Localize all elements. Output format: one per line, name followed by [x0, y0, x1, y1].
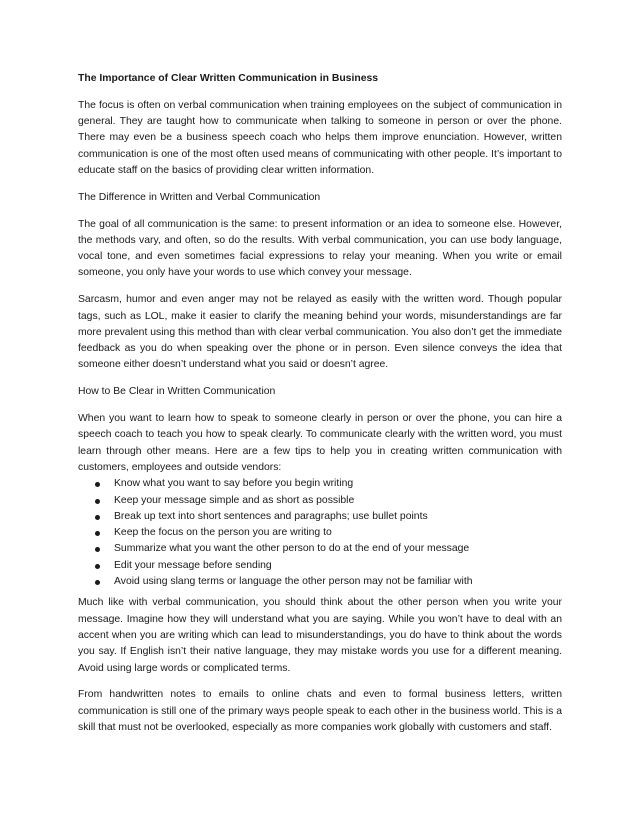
tips-list	[78, 476, 562, 590]
section-heading-how-to: How to Be Clear in Written Communication	[78, 386, 276, 398]
list-item	[78, 574, 562, 590]
section-heading-difference: The Difference in Written and Verbal Communication	[78, 191, 321, 203]
list-item	[78, 525, 562, 541]
bullet-icon	[95, 499, 100, 504]
bullet-icon	[95, 547, 100, 552]
intro-paragraph: The focus is often on verbal communication when training employees on the subject of communication in general. They are taught how to communicate when talking to someone in person or over the phone. There may even be a business speech coach who helps them improve enunciation. However, written communication is one of the most often used means of communicating with other people. It’s important to educate staff on the basics of providing clear written information.	[78, 99, 562, 176]
document-title: The Importance of Clear Written Communication in Business	[78, 73, 379, 84]
bullet-icon	[95, 515, 100, 520]
paragraph-speech-coach: When you want to learn how to speak to someone clearly in person or over the phone, you can hire a speech coach to teach you how to speak clearly. To communicate clearly with the written word, you must learn through other means. Here are a few tips to help you in creating written communication with customers, employees and outside vendors:	[78, 413, 562, 473]
tip-text: Summarize what you want the other person to do at the end of your message	[114, 543, 470, 555]
list-item	[78, 558, 562, 574]
list-item	[78, 541, 562, 557]
closing-paragraph: From handwritten notes to emails to online chats and even to formal business letters, written communication is still one of the primary ways people speak to each other in the business world. This is a skill that must not be overlooked, especially as more companies work globally with customers and staff.	[78, 689, 562, 733]
bullet-icon	[95, 482, 100, 487]
tip-text: Edit your message before sending	[114, 559, 272, 571]
tip-text: Keep your message simple and as short as possible	[114, 494, 355, 506]
paragraph-goal: The goal of all communication is the same: to present information or an idea to someone else. However, the methods vary, and often, so do the results. With verbal communication, you can use body language, vocal tone, and even sometimes facial expressions to relay your meaning. When you write or email someone, you only have your words to use which convey your message.	[78, 218, 562, 279]
paragraph-verbal-comparison: Much like with verbal communication, you should think about the other person when you write your message. Imagine how they will understand what you are saying. While you won’t have to deal with an accent when you are writing which can lead to misunderstandings, you do have to think about the words you say. If English isn’t their native language, they may mistake words you use for a different meaning. Avoid using large words or complicated terms.	[78, 597, 562, 674]
bullet-icon	[95, 564, 100, 569]
bullet-icon	[95, 580, 100, 585]
document-page	[78, 71, 562, 747]
tip-text: Know what you want to say before you begin writing	[114, 478, 354, 490]
tip-text: Avoid using slang terms or language the other person may not be familiar with	[114, 576, 473, 588]
tip-text: Break up text into short sentences and paragraphs; use bullet points	[114, 510, 428, 522]
list-item	[78, 476, 562, 492]
list-item	[78, 493, 562, 509]
list-item	[78, 509, 562, 525]
bullet-icon	[95, 531, 100, 536]
paragraph-sarcasm: Sarcasm, humor and even anger may not be relayed as easily with the written word. Though popular tags, such as LOL, make it easier to clarify the meaning behind your words, misunderstandings are far more prevalent using this method than with clear verbal communication. You also don’t get the immediate feedback as you do when speaking over the phone or in person. Even silence conveys the idea that someone either doesn’t understand what you said or doesn’t agree.	[78, 294, 562, 371]
tip-text: Keep the focus on the person you are writing to	[114, 527, 332, 539]
